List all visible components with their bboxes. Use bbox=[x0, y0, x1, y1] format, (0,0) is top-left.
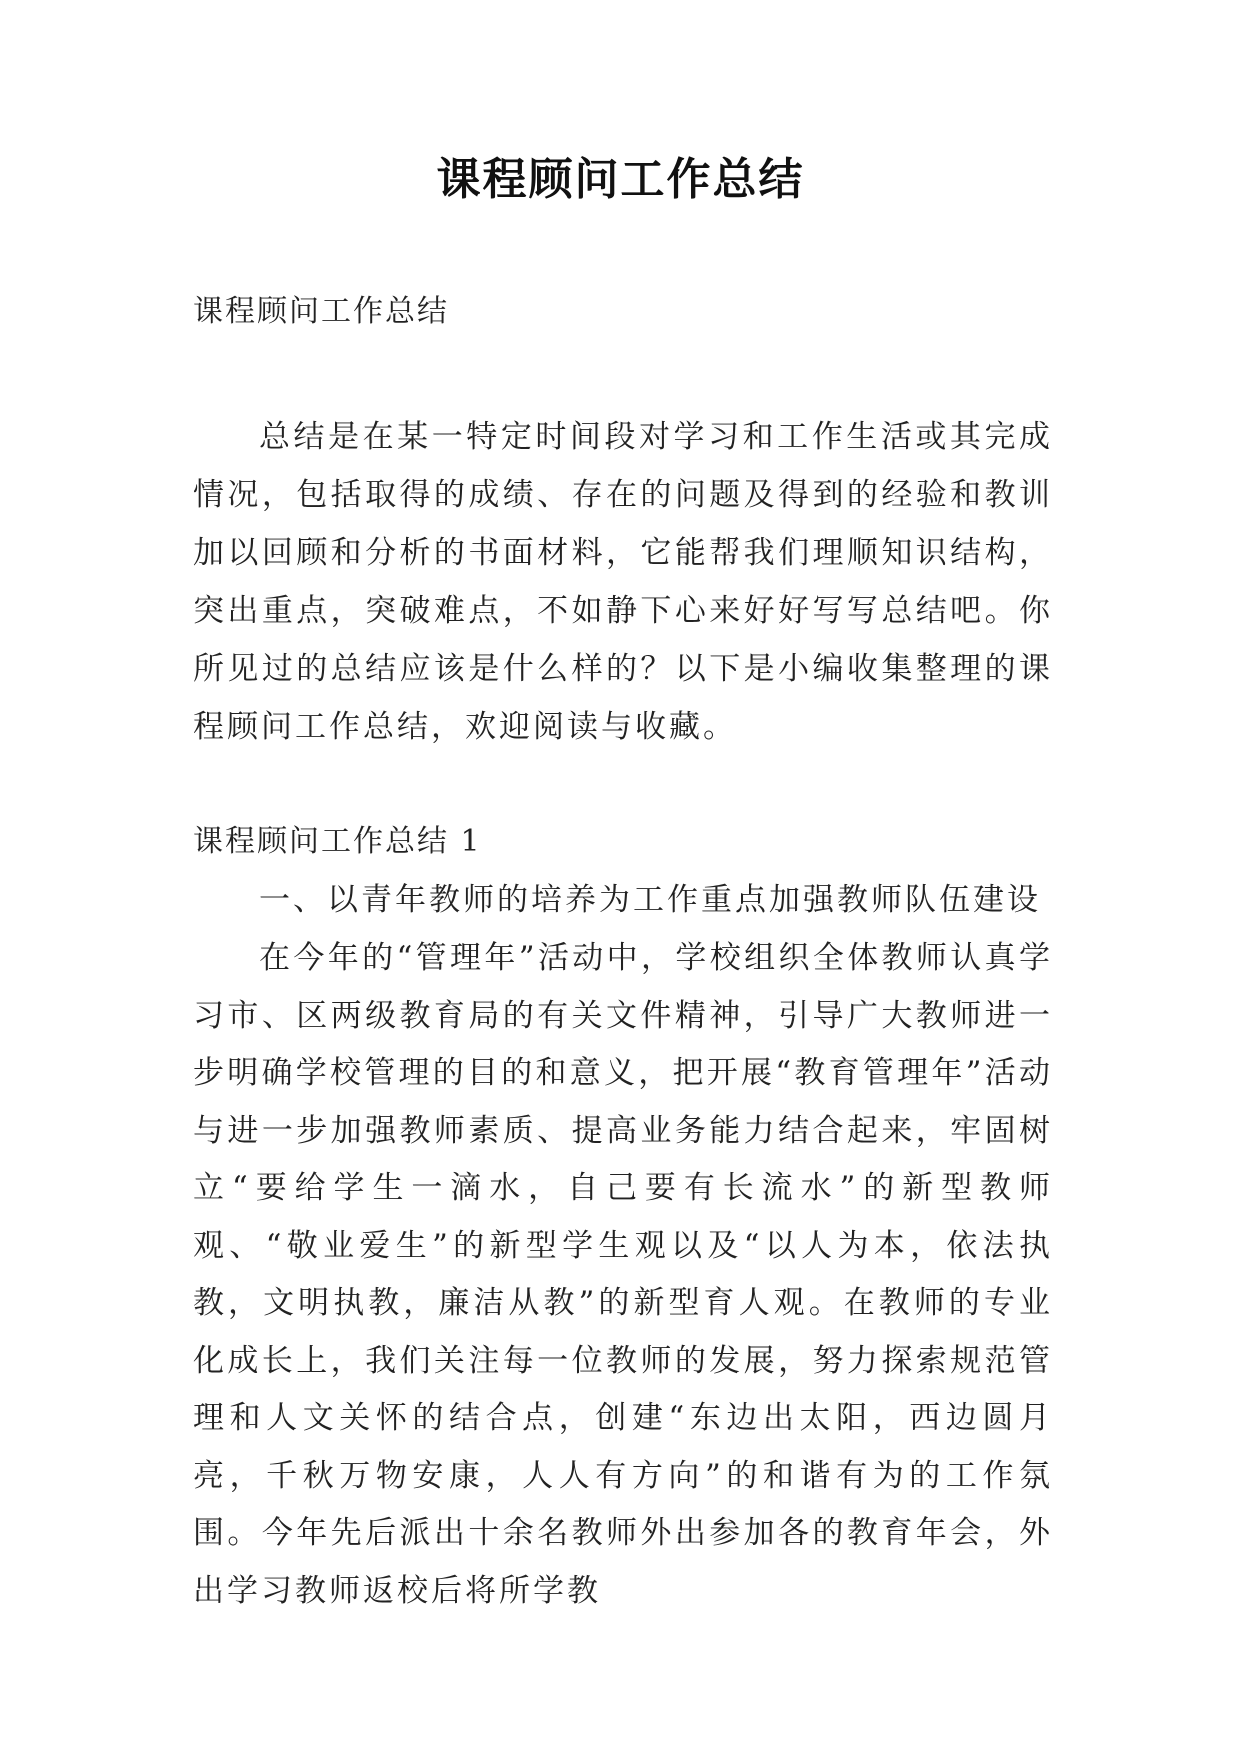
body-paragraph: 在今年的“管理年”活动中，学校组织全体教师认真学习市、区两级教育局的有关文件精神，引导广大教师进一步明确学校管理的目的和意义，把开展“教育管理年”活动与进一步加强教师素质、提高业务能力结合起来，牢固树立“要给学生一滴水，自己要有长流水”的新型教师观、“敬业爱生”的新型学生观以及“以人为本，依法执教，文明执教，廉洁从教”的新型育人观。在教师的专业化成长上，我们关注每一位教师的发展，努力探索规范管理和人文关怀的结合点，创建“东边出太阳，西边圆月亮，千秋万物安康，人人有方向”的和谐有为的工作氛围。今年先后派出十余名教师外出参加各的教育年会，外出学习教师返校后将所学教 bbox=[193, 940, 1053, 1609]
point-heading: 一、以青年教师的培养为工作重点加强教师队伍建设 bbox=[259, 882, 1041, 918]
document-title: 课程顾问工作总结 bbox=[436, 154, 805, 205]
document-subtitle: 课程顾问工作总结 bbox=[193, 294, 449, 329]
intro-paragraph: 总结是在某一特定时间段对学习和工作生活或其完成情况，包括取得的成绩、存在的问题及得到的经验和教训加以回顾和分析的书面材料，它能帮我们理顺知识结构，突出重点，突破难点，不如静下心来好好写写总结吧。你所见过的总结应该是什么样的？以下是小编收集整理的课程顾问工作总结，欢迎阅读与收藏。 bbox=[193, 419, 1053, 745]
section-heading: 课程顾问工作总结 1 bbox=[193, 824, 482, 859]
